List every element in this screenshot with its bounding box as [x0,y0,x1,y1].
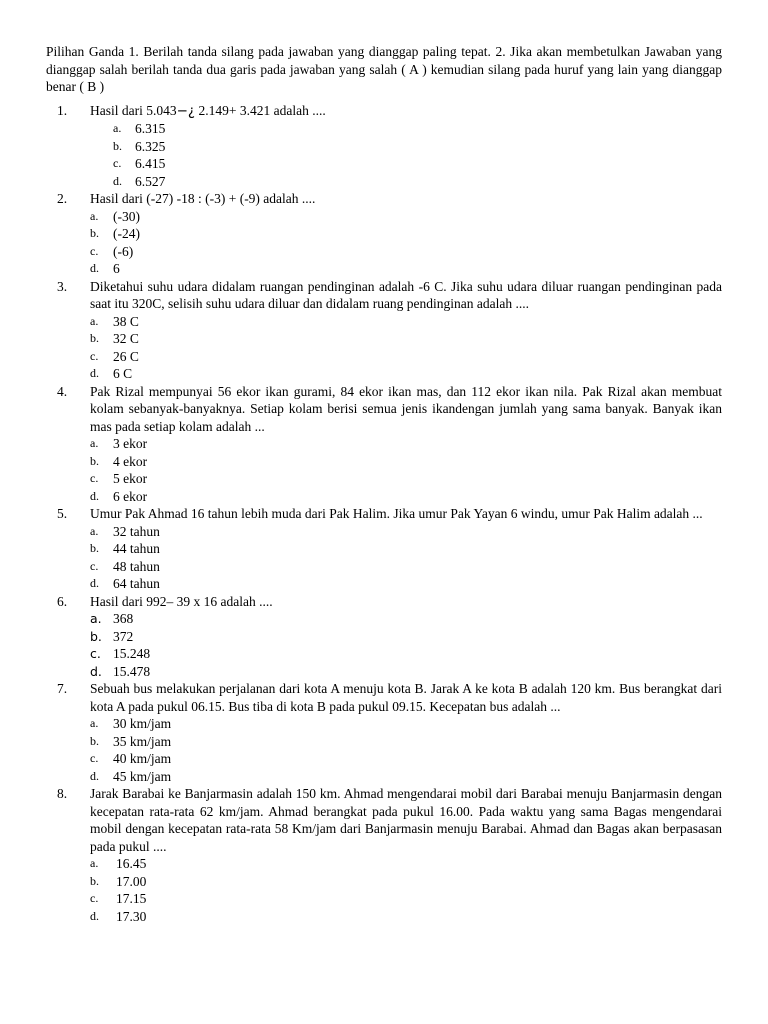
question-text: Umur Pak Ahmad 16 tahun lebih muda dari Pak Halim. Jika umur Pak Yayan 6 windu, umur Pak Halim adalah ... [90,506,703,521]
option-value: 38 C [113,313,139,329]
option-value: (-6) [113,243,134,259]
option-d [46,488,722,506]
option-list [46,313,722,383]
option-letter: c. [90,558,99,573]
option-c [46,645,722,663]
question-6 [46,593,722,681]
option-letter: c. [90,348,99,363]
option-b [46,873,722,891]
option-value: 6.325 [135,138,166,154]
question-2 [46,190,722,278]
option-a [46,120,722,138]
option-value: 6.527 [135,173,166,189]
question-text-part-b: 2.149+ 3.421 adalah .... [195,102,326,118]
option-letter: c. [90,471,99,485]
question-7 [46,680,722,785]
option-value: 3 ekor [113,436,148,451]
question-number: 8. [57,786,68,801]
option-list [46,208,722,278]
option-letter: b. [90,331,99,345]
option-b [46,628,722,646]
option-list [46,523,722,593]
option-letter: b. [90,226,99,240]
option-letter: b. [90,453,99,468]
option-letter: a. [113,121,122,135]
option-value: 372 [113,628,134,644]
question-text: Pak Rizal mempunyai 56 ekor ikan gurami, 84 ekor ikan mas, dan 112 ekor ikan nila. Pak Rizal akan membuat kolam sebanyak-banyaknya. Setiap kolam berisi semua jenis ikandengan jumlah yang sama banyak. Banyak ikan mas pada setiap kolam adalah ... [90,383,722,434]
option-a [46,523,722,541]
option-letter: c. [90,646,101,661]
option-value: 368 [113,611,134,626]
option-value: 64 tahun [113,576,160,591]
option-value: 6 [113,261,120,276]
garbled-symbol: −¿ [176,102,196,119]
question-text: Hasil dari (-27) -18 : (-3) + (-9) adalah .... [90,191,316,206]
question-8 [46,785,722,925]
option-value: 5 ekor [113,471,148,486]
option-value: 16.45 [116,856,147,871]
option-letter: a. [90,856,99,870]
option-value: 44 tahun [113,541,160,556]
option-b [46,453,722,471]
option-c [46,348,722,366]
option-letter: a. [90,313,99,328]
question-3 [46,278,722,383]
option-list [46,610,722,680]
question-text [90,102,722,121]
option-value: 48 tahun [113,558,160,574]
option-d [46,260,722,278]
question-text: Hasil dari 992– 39 x 16 adalah .... [90,593,273,609]
question-text: Jarak Barabai ke Banjarmasin adalah 150 km. Ahmad mengendarai mobil dari Barabai menuju Banjarmasin dengan kecepatan rata-rata 62 km/jam. Ahmad berangkat pada pukul 16.00. Pada waktu yang sama Bagas mengendarai mobil dengan kecepatan rata-rata 58 Km/jam dari Banjarmasin menuju Barabai. Ahmad dan Bagas akan berpasasan pada pukul .... [90,786,722,854]
option-letter: d. [90,261,99,275]
option-a [46,855,722,873]
option-letter: b. [113,138,122,153]
option-letter: d. [90,488,99,503]
option-d [46,365,722,383]
option-letter: c. [90,891,99,905]
option-c [46,558,722,576]
option-value: 17.30 [116,908,147,924]
option-c [46,750,722,768]
option-value: 6 C [113,366,133,381]
question-number: 1. [57,102,68,118]
option-value: 15.248 [113,646,151,661]
option-b [46,330,722,348]
option-a [46,313,722,331]
option-letter: a. [90,436,99,450]
document-page [46,43,722,925]
option-value: 4 ekor [113,453,148,469]
question-number: 7. [57,681,68,696]
option-letter: d. [90,908,99,923]
option-letter: d. [113,173,122,188]
option-value: 32 C [113,331,139,346]
question-text: Diketahui suhu udara didalam ruangan pendinginan adalah -6 C. Jika suhu udara diluar ruangan pendinginan pada saat itu 320C, selisih suhu udara diluar dan didalam ruang pendinginan adalah .... [90,278,722,311]
option-value: 26 C [113,348,139,364]
option-list [46,435,722,505]
option-letter: b. [90,873,99,888]
option-value: (-24) [113,226,140,241]
option-value: 6.415 [135,156,166,171]
option-letter: a. [90,208,99,223]
option-a [46,715,722,733]
question-number: 3. [57,278,68,294]
question-1 [46,102,722,191]
question-number: 6. [57,593,68,609]
instructions-paragraph: Pilihan Ganda 1. Berilah tanda silang pada jawaban yang dianggap paling tepat. 2. Jika akan membetulkan Jawaban yang dianggap salah berilah tanda dua garis pada jawaban yang salah ( A ) kemudian silang pada huruf yang lain yang dianggap benar ( B ) [46,44,722,94]
option-letter: c. [90,243,99,258]
option-c [46,890,722,908]
option-value: 45 km/jam [113,768,172,784]
option-letter: c. [90,751,99,765]
question-text: Sebuah bus melakukan perjalanan dari kota A menuju kota B. Jarak A ke kota B adalah 120 km. Bus berangkat dari kota A pada pukul 06.15. Bus tiba di kota B pada pukul 09.15. Kecepatan bus adalah ... [90,681,722,714]
option-value: 40 km/jam [113,751,172,766]
option-letter: d. [90,576,99,590]
option-list [46,715,722,785]
option-value: 15.478 [113,663,151,679]
option-letter: b. [90,628,102,644]
option-c [46,470,722,488]
option-letter: d. [90,663,102,679]
option-value: 17.15 [116,891,147,906]
option-letter: b. [90,541,99,555]
question-4 [46,383,722,506]
option-a [46,610,722,628]
option-c [46,243,722,261]
option-value: 17.00 [116,873,147,889]
question-text-part-a: Hasil dari 5.043 [90,102,177,118]
option-value: (-30) [113,208,140,224]
option-d [46,575,722,593]
option-d [46,173,722,191]
option-b [46,225,722,243]
option-letter: d. [90,366,99,380]
option-b [46,138,722,156]
option-a [46,208,722,226]
option-value: 35 km/jam [113,733,172,749]
option-value: 32 tahun [113,523,160,539]
option-value: 6.315 [135,121,166,136]
option-a [46,435,722,453]
option-letter: a. [90,611,102,626]
option-letter: a. [90,716,99,730]
option-b [46,540,722,558]
question-5 [46,505,722,593]
option-value: 6 ekor [113,488,148,504]
option-d [46,908,722,926]
option-b [46,733,722,751]
option-c [46,155,722,173]
question-number: 2. [57,191,68,206]
option-letter: c. [113,156,122,170]
option-d [46,663,722,681]
option-value: 30 km/jam [113,716,172,731]
option-letter: a. [90,523,99,538]
option-list [46,120,722,190]
option-letter: b. [90,733,99,748]
option-list [46,855,722,925]
question-number: 4. [57,383,68,399]
question-number: 5. [57,506,68,521]
option-d [46,768,722,786]
option-letter: d. [90,768,99,783]
